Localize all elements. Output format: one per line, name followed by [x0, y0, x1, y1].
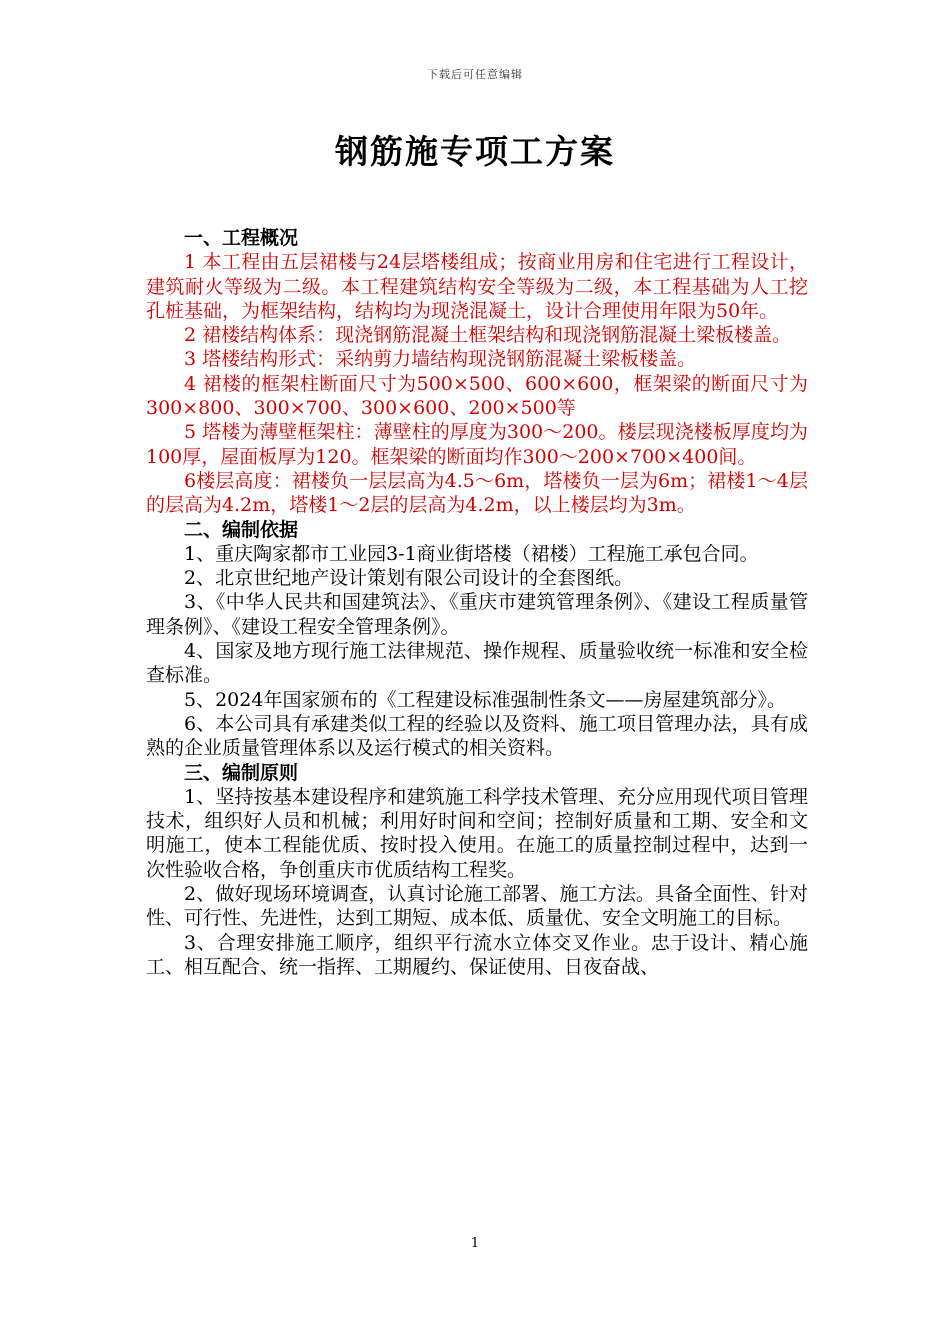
- section-compilation-basis: [146, 518, 808, 761]
- paragraph: 2、做好现场环境调查，认真讨论施工部署、施工方法。具备全面性、针对性、可行性、先进性，达到工期短、成本低、质量优、安全文明施工的目标。: [146, 883, 808, 930]
- section-heading: 一、工程概况: [184, 227, 299, 249]
- paragraph: 2 裙楼结构体系：现浇钢筋混凝土框架结构和现浇钢筋混凝土梁板楼盖。: [184, 324, 792, 347]
- paragraph: 3 塔楼结构形式：采纳剪力墙结构现浇钢筋混凝土梁板楼盖。: [184, 348, 697, 371]
- section-project-overview: [146, 226, 808, 518]
- paragraph: 6、本公司具有承建类似工程的经验以及资料、施工项目管理办法，具有成熟的企业质量管理体系以及运行模式的相关资料。: [146, 712, 808, 760]
- paragraph: 4、国家及地方现行施工法律规范、操作规程、质量验收统一标准和安全检查标准。: [146, 640, 808, 687]
- document-body: [146, 226, 808, 979]
- paragraph: 1、坚持按基本建设程序和建筑施工科学技术管理、充分应用现代项目管理技术，组织好人员和机械；利用好时间和空间；控制好质量和工期、安全和文明施工，使本工程能优质、按时投入使用。在施工的质量控制过程中，达到一次性验收合格，争创重庆市优质结构工程奖。: [146, 785, 808, 881]
- section-heading: 二、编制依据: [184, 518, 299, 541]
- paragraph: 3、合理安排施工顺序，组织平行流水立体交叉作业。忠于设计、精心施工、相互配合、统一指挥、工期履约、保证使用、日夜奋战、: [146, 931, 808, 978]
- section-compilation-principles: [146, 761, 808, 980]
- paragraph: 5 塔楼为薄壁框架柱：薄壁柱的厚度为300～200。楼层现浇楼板厚度均为100厚，屋面板厚为120。框架梁的断面均作300～200×700×400间。: [146, 421, 808, 468]
- paragraph: 4 裙楼的框架柱断面尺寸为500×500、600×600，框架梁的断面尺寸为300×800、300×700、300×600、200×500等: [146, 372, 808, 420]
- paragraph: 3、《中华人民共和国建筑法》、《重庆市建筑管理条例》、《建设工程质量管理条例》、《建设工程安全管理条例》。: [146, 591, 808, 638]
- page-header: 下载后可任意编辑: [427, 68, 523, 81]
- page-number: 1: [470, 1236, 480, 1251]
- paragraph: 1 本工程由五层裙楼与24层塔楼组成；按商业用房和住宅进行工程设计，建筑耐火等级为二级。本工程建筑结构安全等级为二级，本工程基础为人工挖孔桩基础，为框架结构，结构均为现浇混凝土，设计合理使用年限为50年。: [146, 251, 808, 322]
- section-heading: 三、编制原则: [184, 761, 299, 784]
- paragraph: 6楼层高度：裙楼负一层层高为4.5～6m，塔楼负一层为6m；裙楼1～4层的层高为4.2m，塔楼1～2层的层高为4.2m，以上楼层均为3m。: [146, 469, 808, 517]
- paragraph: 1、重庆陶家都市工业园3-1商业街塔楼（裙楼）工程施工承包合同。: [184, 542, 759, 565]
- paragraph: 5、2024年国家颁布的《工程建设标准强制性条文——房屋建筑部分》。: [184, 688, 786, 711]
- document-title: 钢筋施专项工方案: [335, 132, 615, 171]
- paragraph: 2、北京世纪地产设计策划有限公司设计的全套图纸。: [184, 567, 634, 590]
